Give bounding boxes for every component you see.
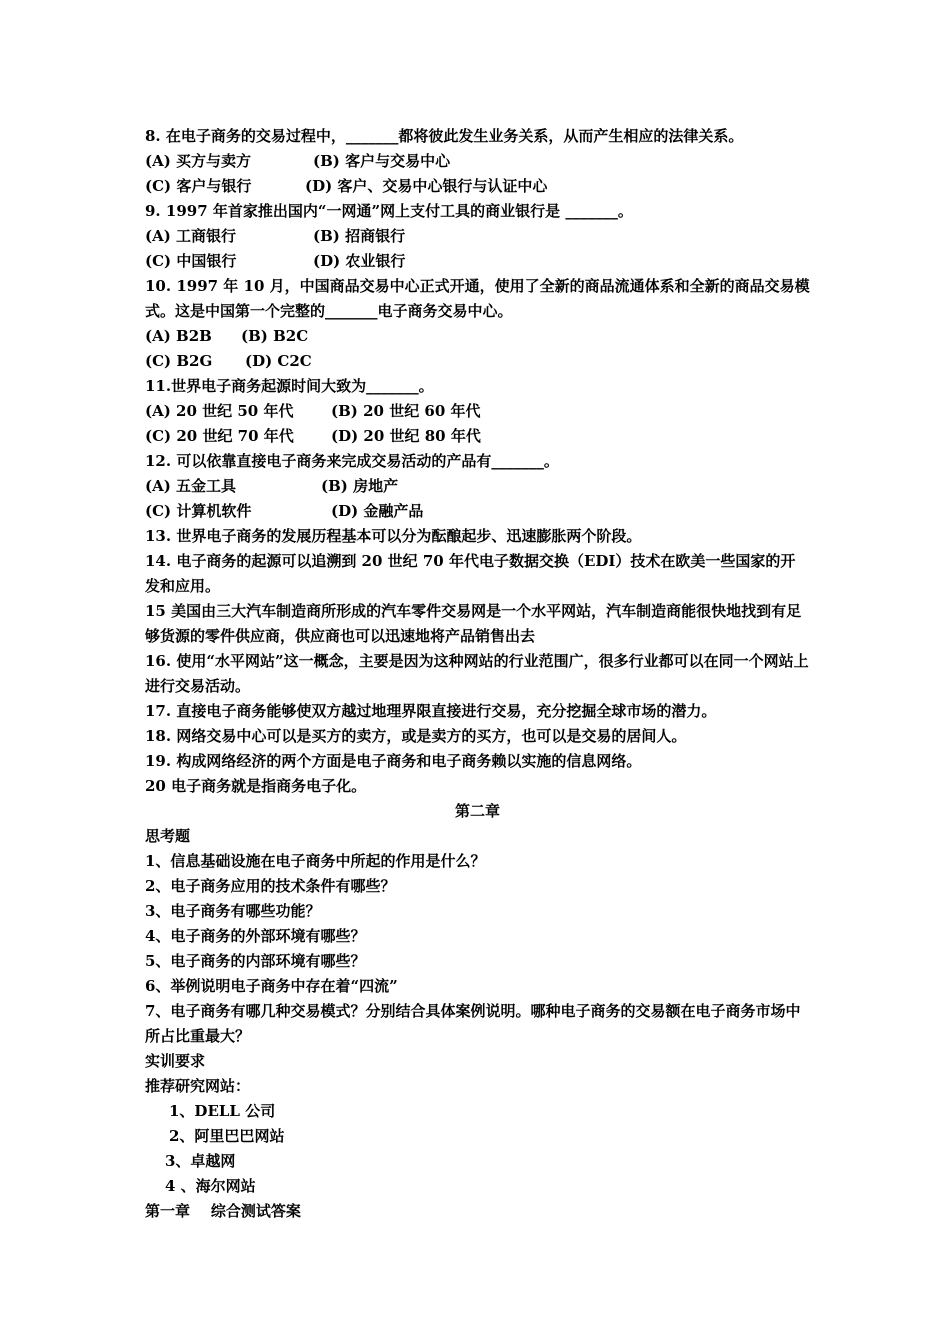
site-item: 1、DELL 公司 [169,1102,276,1120]
statement-14: 14. 电子商务的起源可以追溯到 20 世纪 70 年代电子数据交换（EDI）技术在欧美一些国家的开发和应用。 [145,552,796,595]
question-10-options-row-1 [145,324,810,349]
document-page [145,124,810,1224]
option-c: (C) 20 世纪 70 年代 [145,427,294,445]
statement-15: 15 美国由三大汽车制造商所形成的汽车零件交易网是一个水平网站，汽车制造商能很快地找到有足够货源的零件供应商，供应商也可以迅速地将产品销售出去 [145,602,802,645]
question-9-stem: 9. 1997 年首家推出国内“一网通”网上支付工具的商业银行是 _______。 [145,202,633,220]
question-11-options-row-1 [145,399,810,424]
option-d: (D) C2C [245,352,312,370]
question-11-stem: 11.世界电子商务起源时间大致为_______。 [145,377,434,395]
thinking-question-1: 1、信息基础设施在电子商务中所起的作用是什么？ [145,852,486,870]
recommended-sites-label: 推荐研究网站： [145,1077,251,1095]
option-a: (A) 20 世纪 50 年代 [145,402,294,420]
thinking-questions-label: 思考题 [145,827,191,845]
option-c: (C) 客户与银行 [145,177,252,195]
option-a: (A) 买方与卖方 [145,152,252,170]
statement-16: 16. 使用“水平网站”这一概念，主要是因为这种网站的行业范围广，很多行业都可以在同一个网站上进行交易活动。 [145,652,809,695]
thinking-question-7: 7、电子商务有哪几种交易模式？分别结合具体案例说明。哪种电子商务的交易额在电子商务市场中所占比重最大？ [145,1002,801,1045]
option-b: (B) 客户与交易中心 [313,152,451,170]
question-10-options-row-2 [145,349,810,374]
option-a: (A) 工商银行 [145,227,237,245]
statement-19: 19. 构成网络经济的两个方面是电子商务和电子商务赖以实施的信息网络。 [145,752,642,770]
site-item: 4 、海尔网站 [165,1177,256,1195]
thinking-question-4: 4、电子商务的外部环境有哪些？ [145,927,366,945]
site-item: 3、卓越网 [165,1152,236,1170]
statement-17: 17. 直接电子商务能够使双方越过地理界限直接进行交易，充分挖掘全球市场的潜力。 [145,702,717,720]
thinking-question-3: 3、电子商务有哪些功能？ [145,902,321,920]
question-11-options-row-2 [145,424,810,449]
question-9-options-row-1 [145,224,810,249]
option-d: (D) 金融产品 [331,502,424,520]
option-a: (A) 五金工具 [145,477,237,495]
option-d: (D) 客户、交易中心银行与认证中心 [305,177,548,195]
site-item: 2、阿里巴巴网站 [169,1127,285,1145]
option-b: (B) 20 世纪 60 年代 [331,402,481,420]
question-8-options-row-2 [145,174,810,199]
option-b: (B) 招商银行 [313,227,406,245]
chapter-title: 第二章 [454,802,500,820]
option-b: (B) B2C [241,327,309,345]
question-12-options-row-1 [145,474,810,499]
question-12-options-row-2 [145,499,810,524]
option-d: (D) 农业银行 [313,252,406,270]
thinking-question-6: 6、举例说明电子商务中存在着“四流” [145,977,398,995]
question-10-stem: 10. 1997 年 10 月，中国商品交易中心正式开通，使用了全新的商品流通体系和全新的商品交易模式。这是中国第一个完整的_______电子商务交易中心。 [145,277,810,320]
statement-18: 18. 网络交易中心可以是买方的卖方，或是卖方的买方，也可以是交易的居间人。 [145,727,687,745]
answers-heading: 第一章 综合测试答案 [145,1202,301,1220]
option-c: (C) B2G [145,352,213,370]
option-d: (D) 20 世纪 80 年代 [331,427,481,445]
question-8-options-row-1 [145,149,810,174]
option-c: (C) 计算机软件 [145,502,252,520]
thinking-question-2: 2、电子商务应用的技术条件有哪些？ [145,877,396,895]
question-8-stem: 8. 在电子商务的交易过程中，_______都将彼此发生业务关系，从而产生相应的法律关系。 [145,127,744,145]
option-a: (A) B2B [145,327,212,345]
thinking-question-5: 5、电子商务的内部环境有哪些？ [145,952,366,970]
statement-13: 13. 世界电子商务的发展历程基本可以分为酝酿起步、迅速膨胀两个阶段。 [145,527,642,545]
training-label: 实训要求 [145,1052,206,1070]
question-12-stem: 12. 可以依靠直接电子商务来完成交易活动的产品有_______。 [145,452,559,470]
question-9-options-row-2 [145,249,810,274]
statement-20: 20 电子商务就是指商务电子化。 [145,777,367,795]
option-b: (B) 房地产 [321,477,399,495]
option-c: (C) 中国银行 [145,252,237,270]
